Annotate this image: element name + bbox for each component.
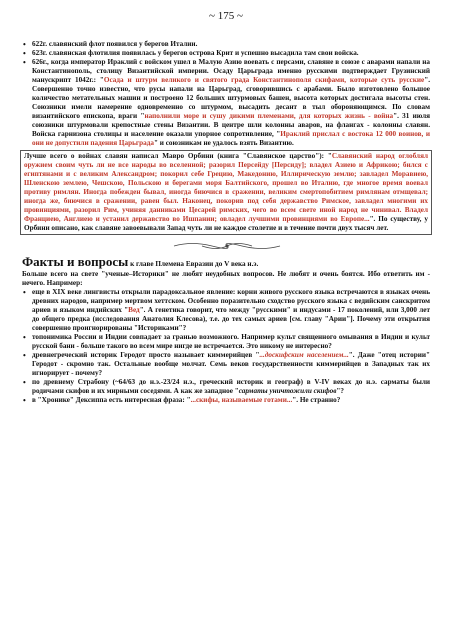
list-item (22, 396, 430, 405)
list-item (22, 288, 430, 333)
question-text-run: в "Хронике" Дексиппа есть интересная фраза: " (32, 396, 191, 404)
page-number: ~ 175 ~ (209, 10, 243, 22)
quote-text-run: Лучше всего о войнах славян написал Мавро Орбини (книга "Славянское царство"): " (24, 152, 332, 160)
orbini-quote-box (20, 150, 432, 235)
ornament-icon (172, 241, 282, 251)
bullet-text-run: наполнили море и сушу дикими племенами, для которых жизнь - война (144, 112, 394, 120)
question-text-run: по древнему Страбону (~64/63 до н.э.-23/24 н.э., греческий историк и географ) в V-IV веках до н.э. сарматы были родичами скифов и их мирными соседями. А как же западное " (32, 378, 430, 395)
section-heading (22, 254, 430, 269)
list-item (22, 351, 430, 378)
bullet-text-run: Ираклий прислал с востока 12 000 воинов, и они не допустили падения Царьграда (32, 130, 430, 147)
heading-title: Факты и вопросы (22, 254, 129, 269)
question-text-run: еще в XIX веке лингвисты открыли парадоксальное явление: корни живого русского языка встречаются в языках очень древних народов, например мертвом хеттском. Особенно поразительно сходство русского языка с ведийским санскритом ариев и языком индийских " (32, 288, 430, 314)
page-content (22, 40, 430, 405)
top-bullet-list (22, 40, 430, 148)
questions-list (22, 288, 430, 405)
list-item (22, 333, 430, 351)
quote-text-run: ". По существу, у Орбини описано, как славяне завоевывали Запад чуть ли не каждое столетие и в течение почти двух тысяч лет. (24, 215, 428, 232)
list-item: • 623г. славянская флотилия появилась у берегов острова Крит и успешно высадила там свои войска. (22, 49, 430, 58)
question-text-run: древнегреческий историк Геродот просто называет киммерийцев " (32, 351, 260, 359)
heading-subtitle: к главе Племена Евразии до V века н.э. (128, 260, 259, 268)
question-text-run: ". А генетика говорит, что между "русскими" и индусами - 17 поколений, или 3,000 лет до общего предка (исследования Анатолия Клесова), т.е. до тех самых ариев [см. главу "Арии"]. Почему эти открытия совершенно проигнорированы "Историками"? (32, 306, 430, 332)
question-text-run: Вед (128, 306, 140, 314)
question-text-run: топонимика России и Индии совпадает за гранью возможного. Например культ священного омывания в Индии и культ русской бани - больше такого во всем мире нигде не встречается. Это никому не интересно? (32, 333, 430, 350)
question-text-run: сарматы уничтожили скифов (238, 387, 337, 395)
question-text-run: "? (336, 387, 345, 395)
ornament-divider (22, 239, 430, 253)
question-text-run: ...доскифским населением... (259, 351, 349, 359)
list-item: • 622г. славянский флот появился у берегов Италии. (22, 40, 430, 49)
list-item (22, 58, 430, 148)
intro-paragraph: Больше всего на свете "ученые–Историки" не любят неудобных вопросов. Не любят и очень боятся. Ибо ответить им - нечего. Например: (22, 270, 430, 287)
quote-text-run: Славянский народ оглоблял оружием своим чуть ли не все народы во вселенной; разорил Персейду [Персиду]; владел Азиею и Африкою; бился с египтянами и с великим Александром; покорил себе Грецию, Македонию, Иллирическую землю; завладел Моравиею, Шленскою землею, Чешскою, Польскою и берегами моря Балтийского, прошел во Италию, где многое время воевал противу римлян. Иногда побежден бывал, иногда биючися в сражении, великим смертопобитием римлянам отмщевал; иногда же, биючися в сражении, равен был. Наконец, покорив под себя державство Римское, завладел многими их провинциями, разорил Рим, учиняя данниками Цесарей римских, чего во всем свете иной народ не чинивал. Владел Франциею, Англиею и устанил державство во Ишпании; овладел лучшими провинциями во Европе... (24, 152, 428, 223)
question-text-run: ". Даже "отец истории" Геродот - скромно так. Остальные вообще молчат. Семь веков государственности киммерийцев в Западных так их игнорирует - почему? (32, 351, 430, 377)
question-text-run: ". Не странно? (292, 396, 341, 404)
bullet-text-run: ". Совершенно точно известно, что русы напали на Царьград, сговорившись с арабами. Было изготовлено большое количество метательных машин и построено 12 больших штурмовых башен, высота которых достигала высоты стен. Союзники имели намерение одновременно со штурмом, высадить десант в тыл обороняющимся. По словам византийского епископа, враги " (32, 76, 430, 120)
question-text-run: ...скифы, называемые готами... (190, 396, 293, 404)
bullet-text-run: " и союзникам не удалось взять Византию. (153, 139, 294, 147)
bullet-text-run: 626г., когда император Ираклий с войском ушел в Малую Азию воевать с персами, славяне в союзе с аварами напали на Константинополь, столицу Византийской империи. Осаду Царьграда именно русскими подтверждает Грузинский манускрипт 1042г.: " (32, 58, 430, 84)
bullet-text-run: Осада и штурм великого и святого града Константинополя скифами, которые суть русские (103, 76, 425, 84)
bullet-text-run: ". 31 июля союзники штурмовали крепостные стены Византии. В центре шли колонны аваров, на флангах - колонны славян. Войска гарнизона столицы и население оказали упорное сопротивление, " (32, 112, 430, 138)
list-item (22, 378, 430, 396)
